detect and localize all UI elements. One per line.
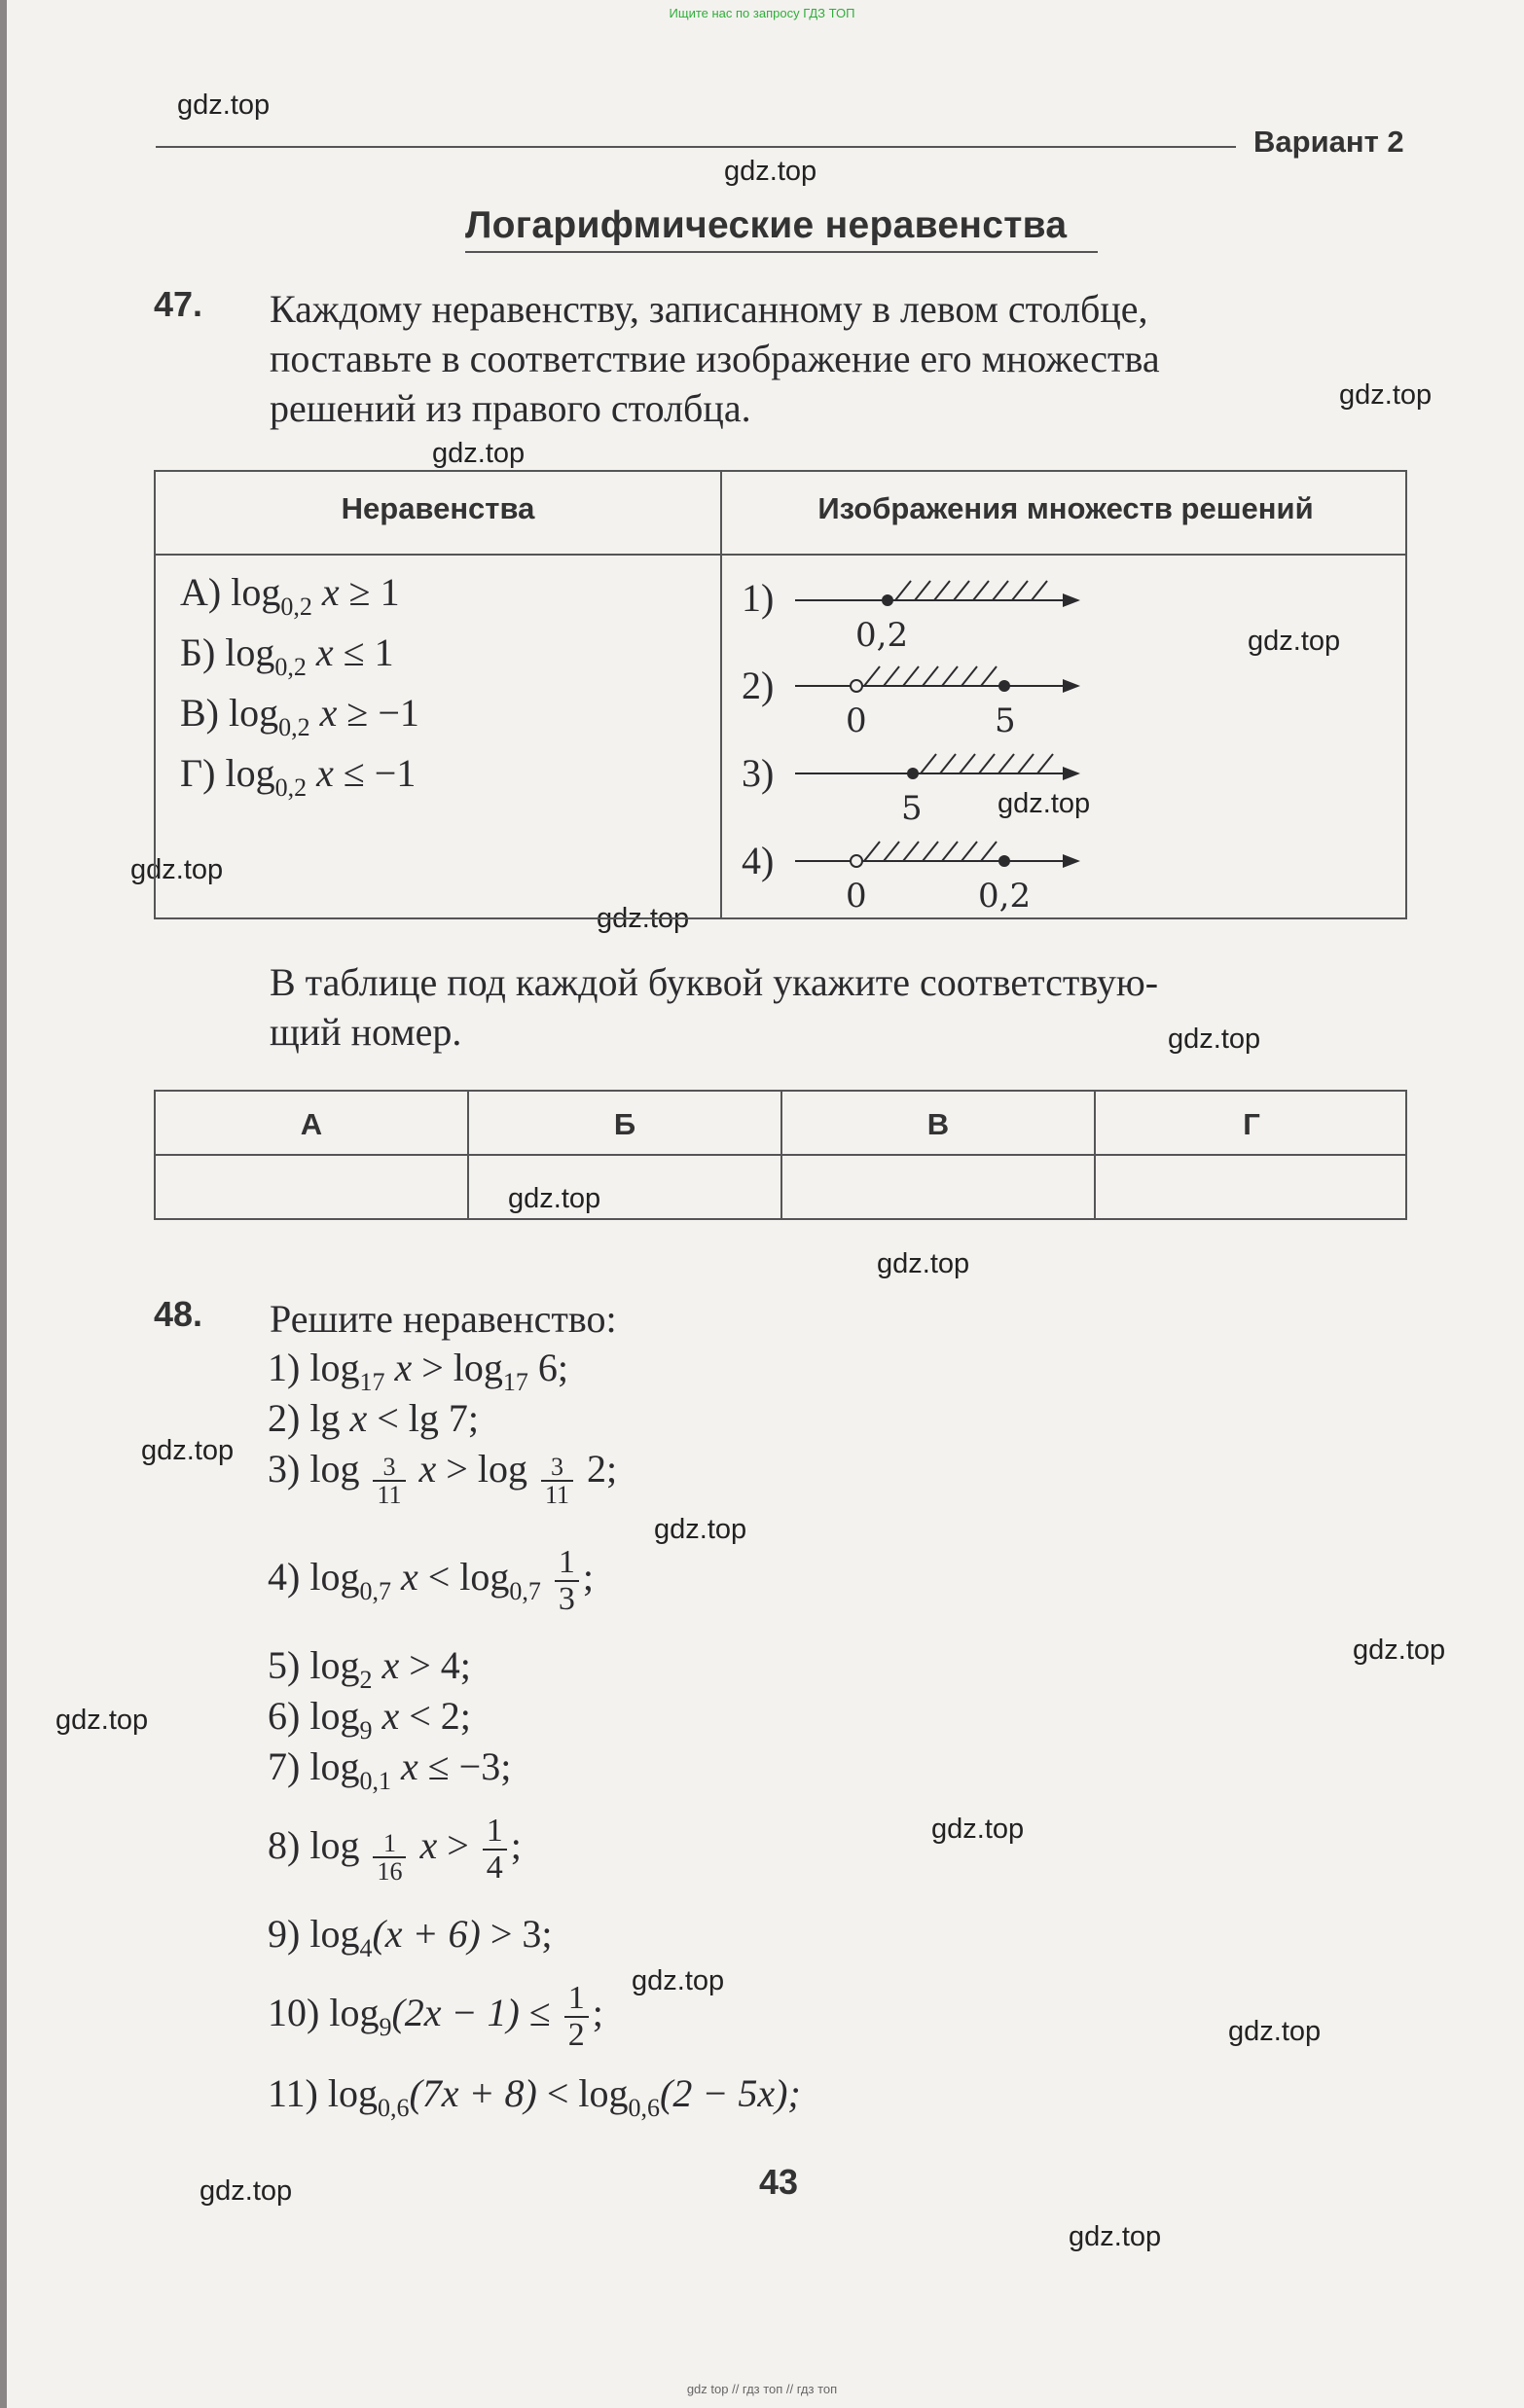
watermark: gdz.top bbox=[432, 438, 526, 469]
item-10: 10) $\log_9(2x - 1)$ ≤ $\frac{1}{2}$ ; bbox=[268, 1980, 603, 2053]
watermark: gdz.top bbox=[1069, 2221, 1162, 2252]
inequalities-header: Неравенства bbox=[341, 491, 535, 525]
header-rule bbox=[156, 146, 1236, 148]
option-4-label-0: 0 bbox=[846, 877, 867, 916]
option-4-number: 4) bbox=[742, 839, 775, 882]
option-1-label: 0,2 bbox=[855, 616, 909, 655]
option-2-label-5: 5 bbox=[995, 701, 1016, 740]
watermark: gdz.top bbox=[597, 903, 690, 934]
watermark: gdz.top bbox=[632, 1965, 725, 1996]
option-2-label-0: 0 bbox=[846, 701, 867, 740]
answer-cell-b[interactable] bbox=[469, 1156, 780, 1220]
problem-48-prompt: Решите неравенство: bbox=[270, 1297, 617, 1341]
watermark: gdz.top bbox=[55, 1705, 149, 1736]
watermark: gdz.top bbox=[1353, 1635, 1446, 1666]
item-2: 2) lg x < lg 7; bbox=[268, 1396, 480, 1440]
item-6: 6) $\log_9 x < 2$; bbox=[268, 1694, 471, 1744]
variant-label: Вариант 2 bbox=[1253, 125, 1404, 159]
answer-header-g: Г bbox=[1243, 1107, 1260, 1141]
problem-47-number: 47. bbox=[154, 284, 203, 324]
option-1-numberline bbox=[790, 575, 1082, 643]
watermark: gdz.top bbox=[1248, 626, 1341, 657]
answer-header-a: А bbox=[300, 1107, 323, 1141]
inequality-g: Г) $\log_{0,2} x \le -1$ bbox=[180, 751, 417, 802]
item-1: 1) $\log_{17} x > \log_{17} 6$; bbox=[268, 1346, 569, 1396]
option-2-numberline bbox=[790, 661, 1082, 719]
item-3: 3) log $\frac{3}{11}$ x > log $\frac{3}{11}$ 2; bbox=[268, 1447, 618, 1509]
item-8: 8) log $\frac{1}{16}$ x > $\frac{1}{4}$ ; bbox=[268, 1813, 522, 1886]
option-3-numberline bbox=[790, 748, 1082, 807]
watermark: gdz.top bbox=[141, 1435, 235, 1466]
option-4-numberline bbox=[790, 836, 1082, 894]
inequality-v: В) $\log_{0,2} x \ge -1$ bbox=[180, 691, 419, 741]
options-column bbox=[722, 556, 1409, 919]
option-3-label: 5 bbox=[901, 789, 923, 828]
watermark: gdz.top bbox=[177, 90, 271, 121]
section-title: Логарифмические неравенства bbox=[465, 204, 1068, 246]
inequality-a: А) $\log_{0,2} x \ge 1$ bbox=[180, 570, 400, 621]
answer-prompt: В таблице под каждой буквой укажите соответствую- щий номер. bbox=[270, 960, 1159, 1054]
watermark: gdz.top bbox=[508, 1183, 601, 1214]
item-7: 7) $\log_{0,1} x \le -3$; bbox=[268, 1744, 512, 1795]
answer-cell-g[interactable] bbox=[1096, 1156, 1405, 1220]
watermark: gdz.top bbox=[1168, 1024, 1261, 1055]
item-9: 9) $\log_4(x + 6) > 3$; bbox=[268, 1912, 553, 1962]
watermark: gdz.top bbox=[931, 1814, 1025, 1845]
option-3-number: 3) bbox=[742, 751, 775, 795]
page-number: 43 bbox=[759, 2162, 799, 2202]
answer-table bbox=[154, 1090, 1407, 1220]
answer-header-v: В bbox=[926, 1107, 950, 1141]
problem-48-number: 48. bbox=[154, 1294, 203, 1334]
option-4-label-02: 0,2 bbox=[978, 877, 1032, 916]
item-11: 11) $\log_{0,6}(7x + 8) < \log_{0,6}(2 - 5x)$; bbox=[268, 2071, 801, 2122]
answer-cell-v[interactable] bbox=[782, 1156, 1094, 1220]
watermark: gdz.top bbox=[1339, 379, 1433, 411]
watermark: gdz.top bbox=[130, 854, 224, 885]
problem-47-text: Каждому неравенству, записанному в левом столбце, поставьте в соответствие изображение его множества решений из правого столбца. bbox=[270, 287, 1160, 430]
inequality-b: Б) $\log_{0,2} x \le 1$ bbox=[180, 630, 394, 681]
watermark: gdz.top bbox=[654, 1514, 747, 1545]
matching-table bbox=[154, 470, 1407, 919]
watermark: gdz.top bbox=[1228, 2016, 1322, 2047]
bottom-note: gdz top // гдз топ // гдз топ bbox=[686, 2382, 838, 2396]
watermark: gdz.top bbox=[200, 2175, 293, 2207]
page-edge bbox=[0, 0, 7, 2408]
watermark: gdz.top bbox=[724, 156, 817, 187]
solution-images-header: Изображения множеств решений bbox=[817, 491, 1314, 525]
answer-header-b: Б bbox=[613, 1107, 636, 1141]
top-note: Ищите нас по запросу ГДЗ ТОП bbox=[669, 6, 855, 20]
watermark: gdz.top bbox=[877, 1248, 970, 1279]
option-2-number: 2) bbox=[742, 664, 775, 707]
item-4: 4) $\log_{0,7} x < \log_{0,7}$ $\frac{1}{3}$ ; bbox=[268, 1544, 595, 1617]
watermark: gdz.top bbox=[998, 788, 1091, 819]
option-1-number: 1) bbox=[742, 576, 775, 620]
section-title-underline bbox=[465, 251, 1098, 253]
answer-cell-a[interactable] bbox=[156, 1156, 467, 1220]
item-5: 5) $\log_2 x > 4$; bbox=[268, 1643, 471, 1694]
